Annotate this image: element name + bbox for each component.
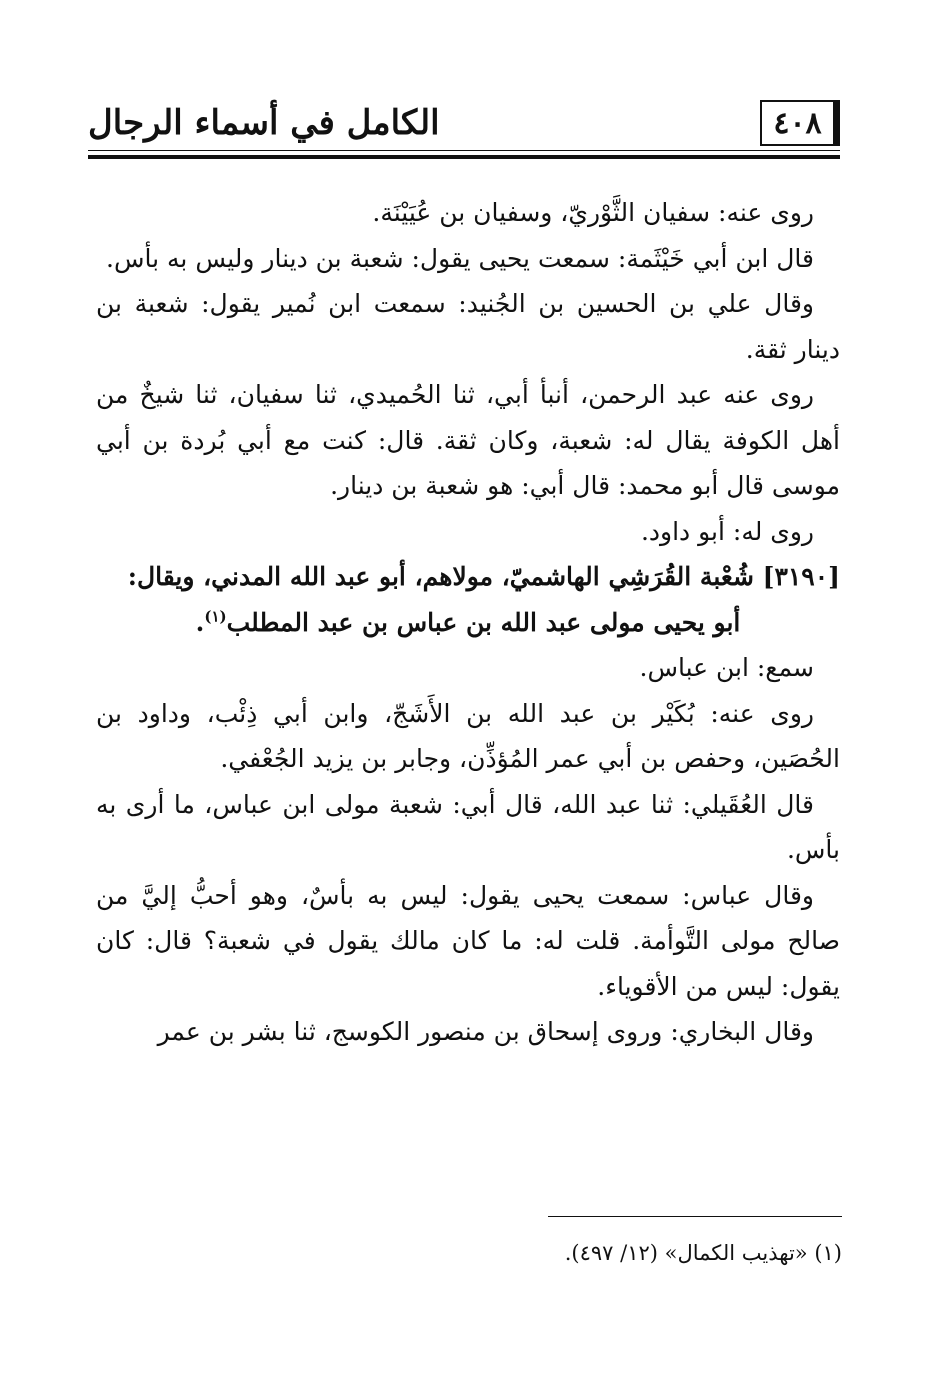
main-text bbox=[96, 190, 840, 1055]
entry-heading-end: . bbox=[195, 607, 205, 637]
page-number: ٤٠٨ bbox=[760, 100, 840, 146]
paragraph: روى عنه: بُكَيْر بن عبد الله بن الأَشَجّ، وابن أبي ذِئْب، وداود بن الحُصَين، وحفص بن أبي عمر المُؤذِّن، وجابر بن يزيد الجُعْفي. bbox=[96, 698, 840, 773]
paragraph: وقال علي بن الحسين بن الجُنيد: سمعت ابن نُمير يقول: شعبة بن دينار ثقة. bbox=[96, 289, 840, 364]
footnote: (١) «تهذيب الكمال» (١٢/ ٤٩٧). bbox=[564, 1241, 842, 1265]
paragraph: روى عنه: سفيان الثَّوْريّ، وسفيان بن عُيَيْنَة. bbox=[372, 198, 814, 227]
entry-heading-line1: [٣١٩٠] شُعْبة القُرَشِي الهاشميّ، مولاهم، أبو عبد الله المدني، ويقال: bbox=[127, 562, 840, 591]
paragraph: سمع: ابن عباس. bbox=[639, 653, 814, 682]
footnote-marker: (١) bbox=[204, 607, 227, 626]
paragraph: وقال عباس: سمعت يحيى يقول: ليس به بأسٌ، وهو أحبُّ إليَّ من صالح مولى التَّوأمة. قلت له: ما كان مالك يقول في شعبة؟ قال: كان يقول: ليس من الأقوياء. bbox=[96, 880, 840, 1001]
book-title: الكامل في أسماء الرجال bbox=[88, 103, 440, 143]
header-rule bbox=[88, 150, 840, 151]
entry-heading-line2 bbox=[96, 600, 840, 646]
entry-heading bbox=[96, 554, 840, 645]
paragraph: قال ابن أبي خَيْثَمة: سمعت يحيى يقول: شعبة بن دينار وليس به بأس. bbox=[106, 243, 814, 273]
paragraph: وقال البخاري: وروى إسحاق بن منصور الكوسج، ثنا بشر بن عمر bbox=[157, 1017, 814, 1046]
header-rule-thick bbox=[88, 155, 840, 159]
paragraph: قال العُقَيلي: ثنا عبد الله، قال أبي: شعبة مولى ابن عباس، ما أرى به بأس. bbox=[96, 789, 840, 864]
page-header bbox=[88, 98, 840, 160]
entry-heading-text: أبو يحيى مولى عبد الله بن عباس بن عبد المطلب bbox=[226, 607, 741, 637]
paragraph: روى له: أبو داود. bbox=[640, 516, 814, 546]
paragraph: روى عنه عبد الرحمن، أنبأ أبي، ثنا الحُميدي، ثنا سفيان، ثنا شيخٌ من أهل الكوفة يقال له: شعبة، وكان ثقة. قال: كنت مع أبي بُردة بن أبي موسى قال أبو محمد: قال أبي: هو شعبة بن دينار. bbox=[96, 380, 840, 500]
footnote-separator bbox=[548, 1216, 842, 1217]
